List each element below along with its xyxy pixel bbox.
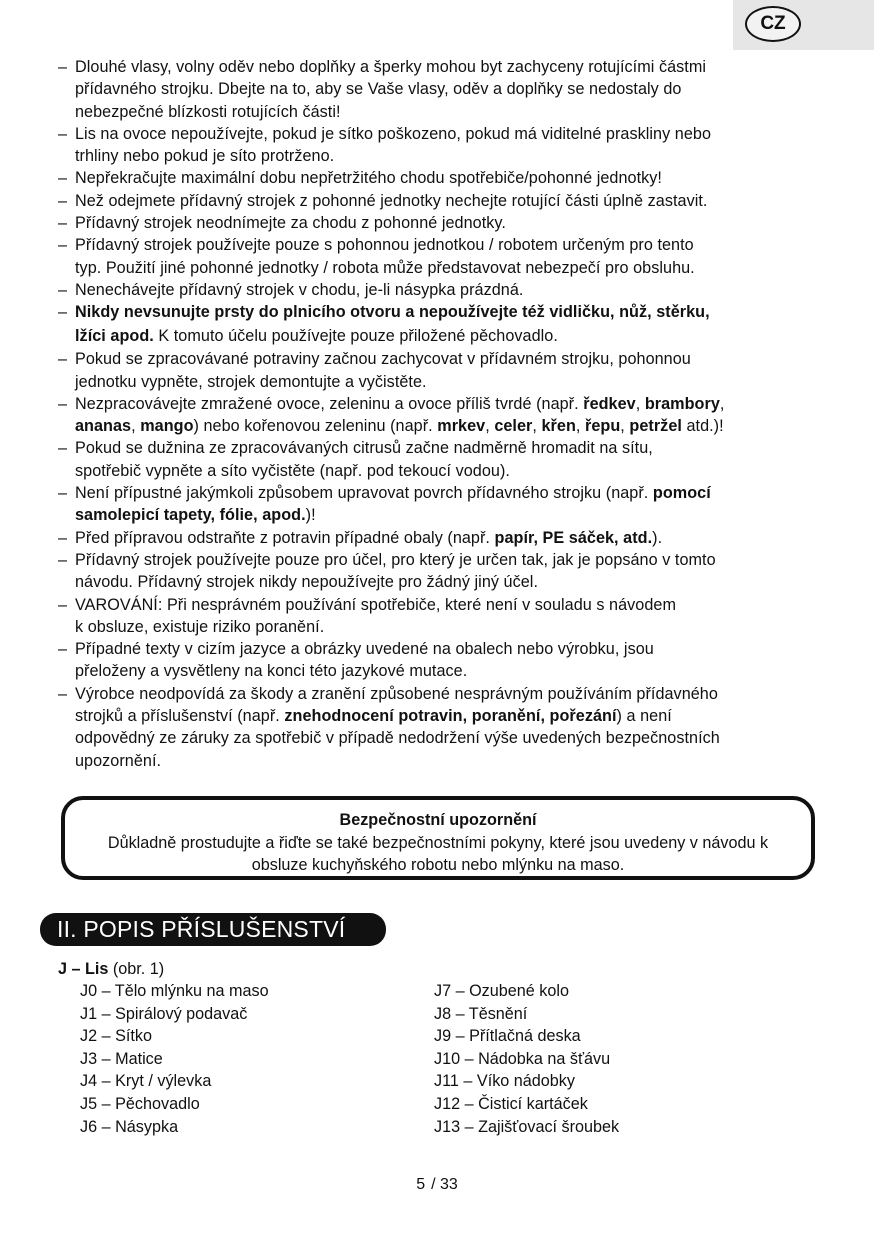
- warning-text: Důkladně prostudujte a řiďte se také bezpečnostními pokyny, které jsou uvedeny v návodu k obsluze kuchyňského robotu nebo mlýnku na maso.: [107, 833, 769, 874]
- list-item: – Dlouhé vlasy, volny oděv nebo doplňky a šperky mohou byt zachyceny rotujícími částmi přídavného strojku. Dbejte na to, aby se Vaše vlasy, oděv a doplňky se nedostaly do nebezpečné blízkosti rotujících části!: [58, 58, 707, 121]
- part-item: J8 – Těsnění: [434, 1004, 528, 1023]
- list-item: – Lis na ovoce nepoužívejte, pokud je sítko poškozeno, pokud má viditelné praskliny nebo trhliny nebo pokud je síto protrženo.: [58, 124, 712, 166]
- list-item: – Nezpracovávejte zmražené ovoce, zeleninu a ovoce příliš tvrdé (např. ředkev, brambory, ananas, mango) nebo kořenovou zeleninu (např. mrkev, celer, křen, řepu, petržel atd.)!: [58, 394, 725, 436]
- parts-list-right: [434, 980, 619, 1138]
- warning-title: Bezpečnostní upozornění: [339, 811, 537, 829]
- safety-instructions-list: [58, 56, 828, 772]
- list-item: – Nepřekračujte maximální dobu nepřetržitého chodu spotřebiče/pohonné jednotky!: [58, 169, 662, 188]
- part-item: J13 – Zajišťovací šroubek: [434, 1117, 620, 1136]
- list-item: – VAROVÁNÍ: Při nesprávném používání spotřebiče, které není v souladu s návodem k obsluze, existuje riziko poranění.: [58, 595, 676, 636]
- part-item: J12 – Čisticí kartáček: [434, 1094, 588, 1113]
- list-item: – Případné texty v cizím jazyce a obrázky uvedené na obalech nebo výrobku, jsou přeloženy a vysvětleny na konci této jazykové mutace.: [58, 640, 654, 681]
- part-item: J9 – Přítlačná deska: [434, 1027, 581, 1046]
- part-item: J1 – Spirálový podavač: [80, 1004, 248, 1023]
- list-item: – Pokud se dužnina ze zpracovávaných citrusů začne nadměrně hromadit na sítu, spotřebič vypněte a síto vyčistěte (např. pod tekoucí vodou).: [58, 439, 653, 480]
- part-item: J2 – Sítko: [80, 1027, 152, 1046]
- part-item: J11 – Víko nádobky: [434, 1072, 575, 1091]
- list-item: – Nenechávejte přídavný strojek v chodu, je-li násypka prázdná.: [58, 280, 524, 299]
- part-item: J7 – Ozubené kolo: [434, 982, 569, 1000]
- list-item: – Pokud se zpracovávané potraviny začnou zachycovat v přídavném strojku, pohonnou jednotku vypněte, strojek demontujte a vyčistěte.: [58, 350, 691, 391]
- part-item: J0 – Tělo mlýnku na maso: [80, 982, 269, 1000]
- section-heading: II. POPIS PŘÍSLUŠENSTVÍ: [40, 913, 386, 946]
- language-tab: [733, 0, 874, 50]
- language-badge: CZ: [745, 6, 801, 42]
- list-item: – Přídavný strojek neodnímejte za chodu z pohonné jednotky.: [58, 214, 506, 233]
- list-item: – Nikdy nevsunujte prsty do plnicího otvoru a nepoužívejte též vidličku, nůž, stěrku, lžíci apod. K tomuto účelu používejte pouze přiložené pěchovadlo.: [58, 303, 710, 345]
- list-item: – Před přípravou odstraňte z potravin případné obaly (např. papír, PE sáček, atd.).: [58, 528, 663, 547]
- list-item: – Výrobce neodpovídá za škody a zranění způsobené nesprávným používáním přídavného strojků a příslušenství (např. znehodnocení potravin, poranění, pořezání) a není odpovědný ze záruky za spotřebič v případě nedodržení výše uvedených bezpečnostních upozornění.: [58, 684, 720, 770]
- part-item: J5 – Pěchovadlo: [80, 1094, 200, 1113]
- parts-list-left: [80, 980, 269, 1138]
- list-item: – Než odejmete přídavný strojek z pohonné jednotky nechejte rotující části úplně zastavit.: [58, 191, 708, 210]
- part-item: J4 – Kryt / výlevka: [80, 1072, 212, 1091]
- page-number: 5 / 33: [416, 1176, 458, 1193]
- part-item: J3 – Matice: [80, 1049, 163, 1068]
- safety-warning-box: [61, 796, 815, 880]
- list-item: – Není přípustné jakýmkoli způsobem upravovat povrch přídavného strojku (např. pomocí samolepicí tapety, fólie, apod.)!: [58, 484, 711, 525]
- part-item: J10 – Nádobka na šťávu: [434, 1049, 611, 1068]
- part-item: J6 – Násypka: [80, 1117, 179, 1136]
- list-item: – Přídavný strojek používejte pouze pro účel, pro který je určen tak, jak je popsáno v tomto návodu. Přídavný strojek nikdy nepoužívejte pro žádný jiný účel.: [58, 550, 716, 592]
- list-item: – Přídavný strojek používejte pouze s pohonnou jednotkou / robotem určeným pro tento typ. Použití jiné pohonné jednotky / robota může představovat nebezpečí pro obsluhu.: [58, 236, 695, 277]
- parts-title: J – Lis (obr. 1): [58, 960, 165, 978]
